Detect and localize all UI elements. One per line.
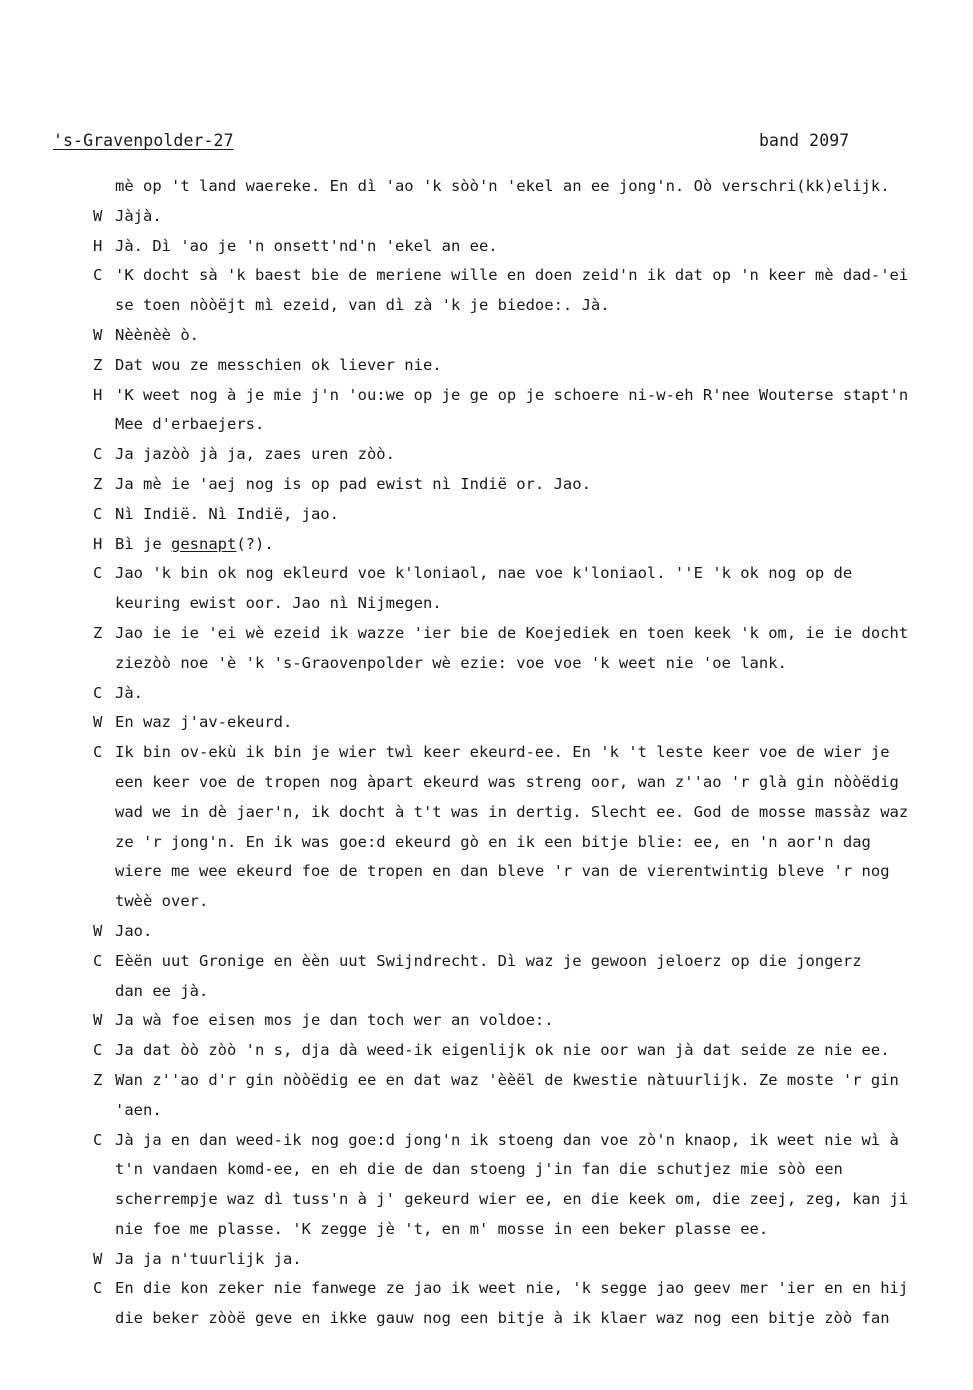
transcript-line <box>93 738 971 768</box>
utterance-text: Ja dat òò zòò 'n s, dja dà weed-ik eigenlijk ok nie oor wan jà dat seide ze nie ee. <box>115 1041 890 1060</box>
utterance-text: Nèènèè ò. <box>115 325 199 344</box>
transcript-line <box>93 500 971 530</box>
speaker-label: C <box>93 951 103 970</box>
transcript-line <box>93 232 971 262</box>
transcript-line <box>93 530 971 560</box>
speaker-label: W <box>93 921 103 940</box>
transcript-line <box>93 798 971 828</box>
utterance-text: En waz j'av-ekeurd. <box>115 713 293 732</box>
transcript-line <box>93 619 971 649</box>
utterance-text: die beker zòòë geve en ikke gauw nog een bitje à ik klaer waz nog een bitje zòò fan <box>115 1309 890 1328</box>
speaker-label: C <box>93 1130 103 1149</box>
utterance-text: Jao ie ie 'ei wè ezeid ik wazze 'ier bie de Koejediek en toen keek 'k om, ie ie docht <box>115 623 909 642</box>
transcript-line <box>93 351 971 381</box>
speaker-label: W <box>93 1011 103 1030</box>
speaker-label: Z <box>93 355 103 374</box>
transcript-line <box>93 321 971 351</box>
utterance-text: se toen nòòëjt mì ezeid, van dì zà 'k je biedoe:. Jà. <box>115 296 610 315</box>
utterance-text: scherrempje waz dì tuss'n à j' gekeurd wier ee, en die keek om, die zeej, zeg, kan ji <box>115 1190 909 1209</box>
speaker-label: C <box>93 445 103 464</box>
speaker-label: Z <box>93 474 103 493</box>
transcript-line <box>93 381 971 411</box>
utterance-text: Bì je <box>115 534 171 553</box>
utterance-text: wad we in dè jaer'n, ik docht à t't was in dertig. Slecht ee. God de mosse massàz waz <box>115 802 909 821</box>
underlined-word: gesnapt <box>171 534 237 553</box>
transcript-line <box>93 1155 971 1185</box>
transcript-line <box>93 261 971 291</box>
speaker-label: C <box>93 1279 103 1298</box>
document-title: 's-Gravenpolder-27 <box>53 131 234 150</box>
transcript-line <box>93 768 971 798</box>
speaker-label: Z <box>93 1070 103 1089</box>
utterance-text-tail: (?). <box>236 534 274 553</box>
transcript-line <box>93 1185 971 1215</box>
utterance-text: Eèën uut Gronige en èèn uut Swijndrecht. Dì waz je gewoon jeloerz op die jongerz <box>115 951 862 970</box>
transcript-line <box>93 202 971 232</box>
utterance-text: 'K docht sà 'k baest bie de meriene wille en doen zeid'n ik dat op 'n keer mè dad-'ei <box>115 266 909 285</box>
transcript-line <box>93 917 971 947</box>
speaker-label: H <box>93 385 103 404</box>
speaker-label: W <box>93 206 103 225</box>
utterance-text: Ja wà foe eisen mos je dan toch wer an voldoe:. <box>115 1011 554 1030</box>
utterance-text: twèè over. <box>115 892 209 911</box>
transcript-line <box>93 1274 971 1304</box>
utterance-text: nie foe me plasse. 'K zegge jè 't, en m' mosse in een beker plasse ee. <box>115 1219 769 1238</box>
transcript-line <box>93 857 971 887</box>
speaker-label: W <box>93 1249 103 1268</box>
utterance-text: 'aen. <box>115 1100 162 1119</box>
utterance-text: Jàjà. <box>115 206 162 225</box>
transcript-line <box>93 172 971 202</box>
utterance-text: Ja jazòò jà ja, zaes uren zòò. <box>115 445 395 464</box>
speaker-label: C <box>93 743 103 762</box>
transcript-body <box>93 172 971 1334</box>
utterance-text: Jao. <box>115 921 153 940</box>
utterance-text: Jà. <box>115 683 143 702</box>
transcript-line <box>93 1096 971 1126</box>
transcript-line <box>93 1126 971 1156</box>
transcript-line <box>93 410 971 440</box>
speaker-label: Z <box>93 623 103 642</box>
utterance-text: 'K weet nog à je mie j'n 'ou:we op je ge op je schoere ni-w-eh R'nee Wouterse stapt'n <box>115 385 909 404</box>
utterance-text: En die kon zeker nie fanwege ze jao ik weet nie, 'k segge jao geev mer 'ier en en hij <box>115 1279 909 1298</box>
speaker-label: C <box>93 266 103 285</box>
transcript-line <box>93 1215 971 1245</box>
transcript-line <box>93 1006 971 1036</box>
utterance-text: Ja mè ie 'aej nog is op pad ewist nì Indië or. Jao. <box>115 474 591 493</box>
transcript-line <box>93 947 971 977</box>
utterance-text: Nì Indië. Nì Indië, jao. <box>115 504 339 523</box>
speaker-label: W <box>93 713 103 732</box>
transcript-line <box>93 440 971 470</box>
tape-number: band 2097 <box>759 131 850 150</box>
utterance-text: wiere me wee ekeurd foe de tropen en dan bleve 'r van de vierentwintig bleve 'r nog <box>115 862 890 881</box>
transcript-line <box>93 649 971 679</box>
utterance-text: een keer voe de tropen nog àpart ekeurd was streng oor, wan z''ao 'r glà gin nòòëdig <box>115 772 899 791</box>
transcript-line <box>93 1304 971 1334</box>
transcript-line <box>93 828 971 858</box>
speaker-label: H <box>93 236 103 255</box>
utterance-text: Dat wou ze messchien ok liever nie. <box>115 355 442 374</box>
transcript-line <box>93 887 971 917</box>
speaker-label: C <box>93 683 103 702</box>
utterance-text: dan ee jà. <box>115 981 209 1000</box>
utterance-text: Jà. Dì 'ao je 'n onsett'nd'n 'ekel an ee. <box>115 236 498 255</box>
utterance-text: ze 'r jong'n. En ik was goe:d ekeurd gò en ik een bitje blie: ee, en 'n aor'n dag <box>115 832 871 851</box>
transcript-line <box>93 291 971 321</box>
utterance-text: Ja ja n'tuurlijk ja. <box>115 1249 302 1268</box>
utterance-text: mè op 't land waereke. En dì 'ao 'k sòò'n 'ekel an ee jong'n. Oò verschri(kk)elijk. <box>115 177 890 195</box>
utterance-text: Jà ja en dan weed-ik nog goe:d jong'n ik stoeng dan voe zò'n knaop, ik weet nie wì à <box>115 1130 899 1149</box>
speaker-label: C <box>93 564 103 583</box>
utterance-text: t'n vandaen komd-ee, en eh die de dan stoeng j'in fan die schutjez mie sòò een <box>115 1160 843 1179</box>
speaker-label: C <box>93 504 103 523</box>
speaker-label: C <box>93 1041 103 1060</box>
transcript-line <box>93 1036 971 1066</box>
transcript-line <box>93 1066 971 1096</box>
transcript-line <box>93 470 971 500</box>
utterance-text: Wan z''ao d'r gin nòòëdig ee en dat waz 'èèël de kwestie nàtuurlijk. Ze moste 'r gin <box>115 1070 899 1089</box>
speaker-label: H <box>93 534 103 553</box>
utterance-text: Jao 'k bin ok nog ekleurd voe k'loniaol, nae voe k'loniaol. ''E 'k ok nog op de <box>115 564 853 583</box>
utterance-text: Mee d'erbaejers. <box>115 415 265 434</box>
transcript-line <box>93 977 971 1007</box>
utterance-text: ziezòò noe 'è 'k 's-Graovenpolder wè ezie: voe voe 'k weet nie 'oe lank. <box>115 653 787 672</box>
transcript-line <box>93 589 971 619</box>
utterance-text: keuring ewist oor. Jao nì Nijmegen. <box>115 594 442 613</box>
transcript-line <box>93 679 971 709</box>
utterance-text: Ik bin ov-ekù ik bin je wier twì keer ekeurd-ee. En 'k 't leste keer voe de wier je <box>115 743 890 762</box>
transcript-line <box>93 559 971 589</box>
transcript-line <box>93 1245 971 1275</box>
speaker-label: W <box>93 325 103 344</box>
transcript-line <box>93 708 971 738</box>
